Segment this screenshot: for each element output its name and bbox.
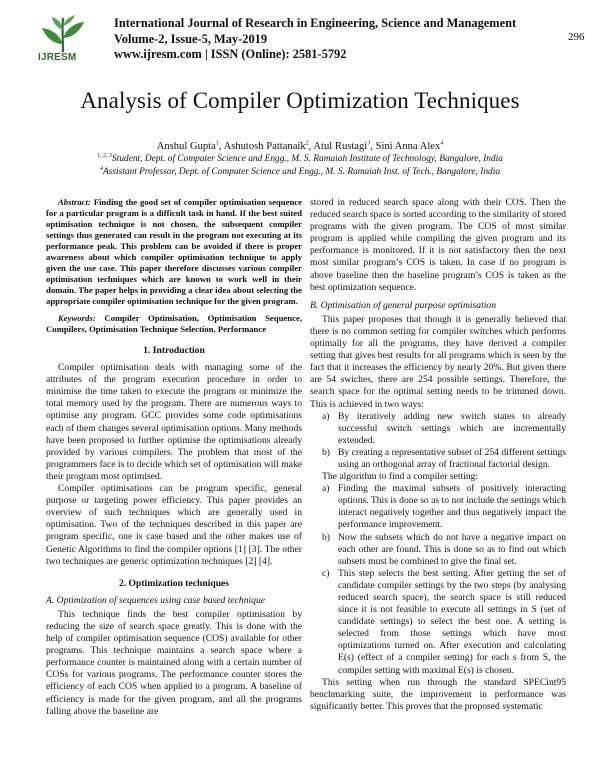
journal-info <box>114 16 516 63</box>
list-item-text: By iteratively adding new switch states to already successful switch settings which are incrementally extended. <box>338 410 566 446</box>
list-item-label: a) <box>322 410 330 422</box>
algorithm-steps-list <box>310 483 566 677</box>
affiliation-1-sup: 1, 2, 3 <box>97 152 113 159</box>
subsection-a-heading: A. Optimization of sequences using case based technique <box>46 594 266 606</box>
author-4: Sini Anna Alex <box>375 141 441 152</box>
list-item <box>310 447 566 471</box>
list-item <box>310 483 566 531</box>
intro-paragraph-1: Compiler optimisation deals with managing some of the attributes of the program execution procedure in order to minimise the time taken to execute the program or minimize the total memory used by the program. There are numerous ways to optimise any program. GCC provides some code optimisations each of them changes several optimisation options. Many methods have been proposed to further optimise the optimisations already provided by various compilers. The problem that most of the programmers face is to decide which set of optimisation will make their program most optimised. <box>46 362 302 482</box>
keywords-label: Keywords: <box>58 313 96 323</box>
subsection-a-continued: stored in reduced search space along with their COS. Then the reduced search space is sorted according to the similarity of stored programs with the given program. The COS of most similar program is applied while compiling the given program and its performance is monitored. If it is not satisfactory then the next most similar program’s COS is taken. In case if no program is above baseline then the baseline program’s COS is taken as the best optimization sequence. <box>310 197 566 293</box>
author-separator: , <box>308 141 314 152</box>
page-number: 296 <box>568 31 585 43</box>
list-item-text: Finding the maximal subsets of positively interacting options. This is done so as to not include the settings which interact negatively together and thus negatively impact the performance improvement. <box>338 483 566 531</box>
logo-leaf-icon <box>34 14 92 54</box>
author-3-sup: 3 <box>367 140 371 147</box>
logo-text: IJRESM <box>38 52 77 63</box>
list-item-text: By creating a representative subset of 254 different settings using an orthogonal array of fractional factorial design. <box>338 446 566 470</box>
keywords-text: Compiler Optimisation, Optimisation Sequence, Compilers, Optimisation Technique Selection, Performance <box>46 313 302 334</box>
journal-name: International Journal of Research in Engineering, Science and Management <box>114 16 517 30</box>
list-item-text: This step selects the best setting. After getting the set of candidate compiler settings by the two steps (by analysing reduced search space), the search space is still reduced since it is not feasible to execute all settings in S (set of candidate settings) to select the best one. A setting is selected from those settings which have most optimizations turned on. After execution and calculating E(s) (effect of a compiler setting) for each s from S, the compiler setting with maximal E(s) is chosen. <box>338 567 566 676</box>
abstract <box>46 197 302 307</box>
subsection-b-paragraph: This paper proposes that though it is generally believed that there is no common setting for compiler switches which performs optimally for all the programs, they have derived a compiler setting that gives best results for all programs which is seen by the fact that it increases the efficiency by nearly 20%. But given there are 54 swiches, there are 254 possible settings. Therefore, the search space for the optimal setting needs to be trimmed down. This is achieved in two ways: <box>310 313 566 410</box>
list-item-label: c) <box>322 567 330 579</box>
affiliation-1-text: Student, Dept. of Computer Science and Engg., M. S. Ramaiah Institute of Technology, Bangalore, India <box>112 154 503 164</box>
left-column <box>46 197 302 718</box>
author-separator: , <box>218 141 224 152</box>
abstract-text: Finding the good set of compiler optimisation sequence for a particular program is a difficult task in hand. If the best suited optimisation technique is not chosen, the subsequent compiler settings thus generated can result in the program not executing at its performance peak. This problem can be avoided if there is proper awareness about which compiler optimisation technique to apply given the use case. This paper therefore discusses various compiler optimisation techniques which are known to work well in their domain. The paper helps in providing a clear idea about selecting the appropriate compiler optimisation technique for the given program. <box>46 197 302 306</box>
journal-website[interactable]: www.ijresm.com | ISSN (Online): 2581-5792 <box>114 47 347 61</box>
abstract-label: Abstract: <box>58 197 91 207</box>
closing-paragraph: This setting when run through the standard SPECint95 benchmarking suite, the improvement in performance was significantly better. This proves that the proposed systematic <box>310 676 566 712</box>
author-separator: , <box>370 141 376 152</box>
list-item-label: a) <box>322 483 330 495</box>
subsection-b-heading: B. Optimisation of general purpose optimisation <box>310 299 497 311</box>
section-heading-techniques: 2. Optimization techniques <box>118 577 230 589</box>
list-item-label: b) <box>322 531 330 543</box>
list-item-text: Now the subsets which do not have a negative impact on each other are found. This is done so as to find out which subsets must be combined to give the final set. <box>338 531 566 567</box>
list-item <box>310 568 566 677</box>
author-4-sup: 4 <box>440 140 444 147</box>
affiliation-2-sup: 4 <box>99 165 103 172</box>
author-2-sup: 2 <box>305 140 309 147</box>
list-item <box>310 532 566 568</box>
journal-logo <box>34 14 92 66</box>
author-1-sup: 1 <box>215 140 219 147</box>
intro-paragraph-2: Compiler optimisations can be program specific, general purpose or targeting power efficiency. This paper provides an overview of such techniques which are generally used in optimisation. Two of the techniques described in this paper are program specific, one is case based and the other makes use of Genetic Algorithms to find the compiler options [1] [3]. The other two techniques are generic optimization techniques [2] [4]. <box>46 483 302 567</box>
journal-header <box>34 14 585 66</box>
section-heading-introduction: 1. Introduction <box>143 345 205 356</box>
journal-volume: Volume-2, Issue-5, May-2019 <box>114 31 268 46</box>
author-list <box>0 141 600 152</box>
paper-title: Analysis of Compiler Optimization Techniques <box>80 88 520 113</box>
keywords <box>46 313 302 335</box>
affiliation-2 <box>0 167 600 177</box>
list-item-label: b) <box>322 446 330 458</box>
list-item <box>310 411 566 447</box>
author-1: Anshul Gupta <box>156 141 216 152</box>
author-3: Atul Rustagi <box>313 141 368 152</box>
affiliation-2-text: Assistant Professor, Dept. of Computer Science and Engg., M. S. Ramaiah Inst. of Tech., Bangalore, India <box>102 167 501 177</box>
right-column <box>310 197 566 713</box>
search-space-list <box>310 411 566 471</box>
subsection-a-paragraph: This technique finds the best compiler optimisation by reducing the size of search space greatly. This is done with the help of compiler optimisation sequence (COS) available for other programs. This technique maintains a search space where a performance counter is maintained along with a certain number of COSs for various programs. The performance counter stores the efficiency of each COS when applied to a program. A baseline of efficiency is made for the given program, and all the programs falling above the baseline are <box>46 608 302 717</box>
author-2: Ashutosh Pattanaik <box>223 141 306 152</box>
affiliation-1 <box>0 154 600 164</box>
algorithm-intro: The algorithm to find a compiler setting: <box>322 471 479 483</box>
